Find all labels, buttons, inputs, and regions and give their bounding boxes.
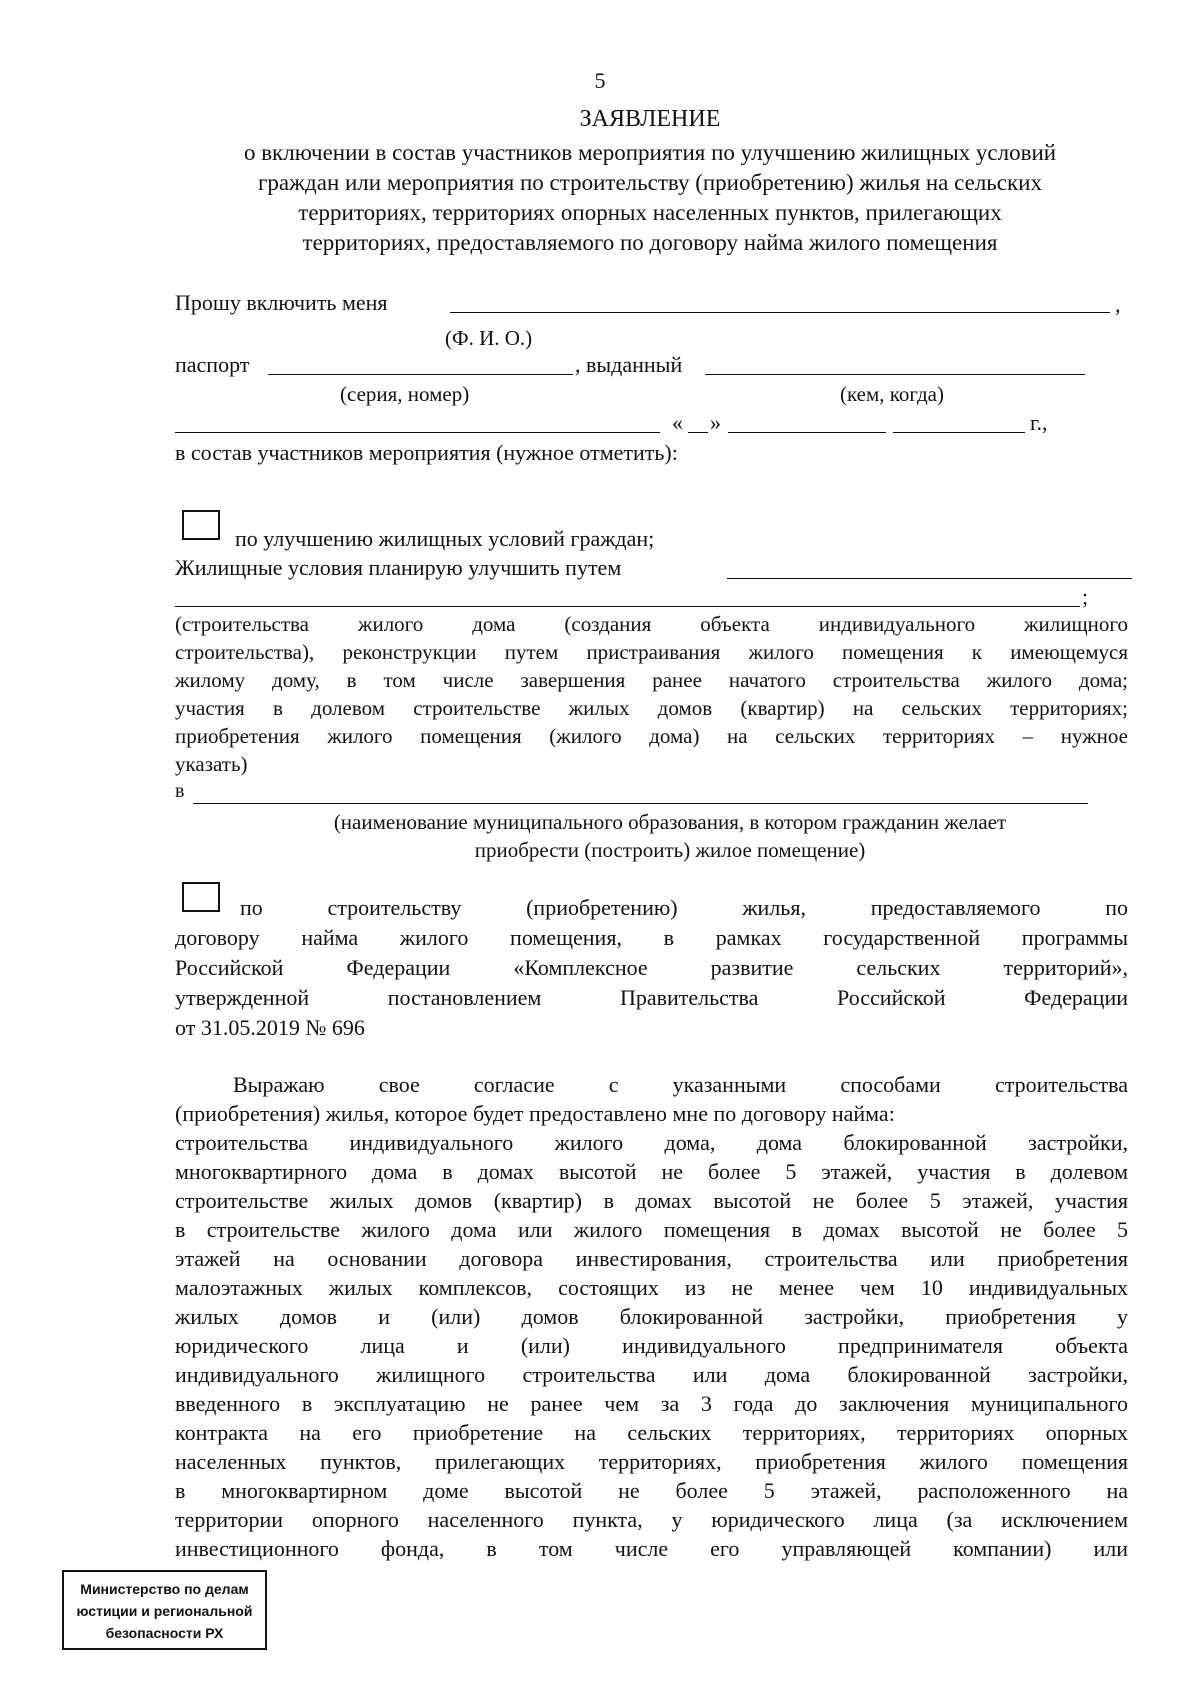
- year-suffix: г.,: [1030, 410, 1048, 435]
- consent-line: Выражаю свое согласие с указанными способами строительства: [233, 1072, 1128, 1097]
- place-hint-line: приобрести (построить) жилое помещение): [474, 838, 866, 862]
- place-hint-line: (наименование муниципального образования, в котором гражданин желает: [333, 810, 1007, 834]
- passport-number-field[interactable]: [268, 374, 573, 375]
- method-hint-line: строительства), реконструкции путем пристраивания жилого помещения к имеющемуся: [175, 640, 1128, 664]
- option1-checkbox[interactable]: [182, 510, 220, 540]
- day-field[interactable]: [688, 432, 708, 433]
- consent-line: введенного в эксплуатацию не ранее чем за 3 года до заключения муниципального: [175, 1391, 1128, 1416]
- option2-line: договору найма жилого помещения, в рамках государственной программы: [175, 925, 1128, 950]
- date-close-quote: »: [710, 410, 721, 435]
- method-hint-line: приобретения жилого помещения (жилого дома) на сельских территориях – нужное: [175, 724, 1128, 748]
- series-hint: (серия, номер): [340, 382, 470, 406]
- issuer-hint: (кем, когда): [840, 382, 944, 406]
- place-prefix: в: [175, 780, 185, 802]
- option2-line: утвержденной постановлением Правительства Российской Федерации: [175, 985, 1128, 1010]
- consent-line: многоквартирного дома в домах высотой не более 5 этажей, участия в долевом: [175, 1159, 1128, 1184]
- option2-line: по строительству (приобретению) жилья, предоставляемого по: [240, 895, 1128, 920]
- method-end: ;: [1082, 584, 1089, 609]
- consent-line: строительства индивидуального жилого дома, дома блокированной застройки,: [175, 1130, 1128, 1155]
- consent-line: территории опорного населенного пункта, у юридического лица (за исключением: [175, 1507, 1128, 1532]
- document-title: ЗАЯВЛЕНИЕ: [579, 106, 721, 132]
- consent-line: контракта на его приобретение на сельских территориях, территориях опорных: [175, 1420, 1128, 1445]
- composition-label: в состав участников мероприятия (нужное отметить):: [175, 440, 678, 465]
- month-field[interactable]: [728, 432, 886, 433]
- method-hint-line: жилому дому, в том числе завершения ранее начатого строительства жилого дома;: [175, 668, 1128, 692]
- method-field[interactable]: [727, 578, 1132, 579]
- stamp-line: безопасности РХ: [105, 1625, 224, 1641]
- option2-line: от 31.05.2019 № 696: [175, 1015, 365, 1040]
- fio-field[interactable]: [450, 312, 1110, 313]
- method-hint-line: (строительства жилого дома (создания объекта индивидуального жилищного: [175, 612, 1128, 636]
- subtitle-line: территориях, территориях опорных населенных пунктов, прилегающих: [298, 200, 1002, 225]
- issuer-continuation-field[interactable]: [175, 432, 660, 433]
- method-hint-line: указать): [175, 752, 248, 776]
- consent-line: строительстве жилых домов (квартир) в домах высотой не более 5 этажей, участия: [175, 1188, 1128, 1213]
- consent-line: жилых домов и (или) домов блокированной застройки, приобретения у: [175, 1304, 1128, 1329]
- consent-line: инвестиционного фонда, в том числе его управляющей компании) или: [175, 1536, 1128, 1561]
- consent-line: этажей на основании договора инвестирования, строительства или приобретения: [175, 1246, 1128, 1271]
- subtitle-line: территориях, предоставляемого по договору найма жилого помещения: [302, 230, 998, 255]
- subtitle-line: граждан или мероприятия по строительству (приобретению) жилья на сельских: [258, 170, 1042, 195]
- option1-label: по улучшению жилищных условий граждан;: [235, 526, 655, 551]
- consent-line: населенных пунктов, прилегающих территориях, приобретения жилого помещения: [175, 1449, 1128, 1474]
- consent-line: в многоквартирном доме высотой не более 5 этажей, расположенного на: [175, 1478, 1128, 1503]
- consent-line: юридического лица и (или) индивидуального предпринимателя объекта: [175, 1333, 1128, 1358]
- subtitle-line: о включении в состав участников мероприятия по улучшению жилищных условий: [243, 140, 1057, 165]
- consent-line: в строительстве жилого дома или жилого помещения в домах высотой не более 5: [175, 1217, 1128, 1242]
- consent-line: индивидуального жилищного строительства или дома блокированной застройки,: [175, 1362, 1128, 1387]
- option2-checkbox[interactable]: [182, 882, 220, 912]
- consent-line: малоэтажных жилых комплексов, состоящих из не менее чем 10 индивидуальных: [175, 1275, 1128, 1300]
- page-number: 5: [594, 68, 606, 93]
- request-comma: ,: [1115, 292, 1121, 317]
- passport-label: паспорт: [175, 352, 250, 377]
- ministry-stamp: [62, 1570, 267, 1650]
- date-open-quote: «: [672, 410, 683, 435]
- year-field[interactable]: [893, 432, 1025, 433]
- consent-line: (приобретения) жилья, которое будет предоставлено мне по договору найма:: [175, 1101, 895, 1126]
- issued-label: , выданный: [575, 352, 683, 377]
- fio-hint: (Ф. И. О.): [445, 326, 533, 350]
- method-label: Жилищные условия планирую улучшить путем: [175, 555, 622, 580]
- method-field-continuation[interactable]: [175, 606, 1080, 607]
- issued-by-field[interactable]: [705, 374, 1085, 375]
- municipality-field[interactable]: [193, 803, 1088, 804]
- option2-line: Российской Федерации «Комплексное развитие сельских территорий»,: [175, 955, 1128, 980]
- stamp-line: Министерство по делам: [80, 1581, 249, 1597]
- method-hint-line: участия в долевом строительстве жилых домов (квартир) на сельских территориях;: [175, 696, 1128, 720]
- stamp-line: юстиции и региональной: [76, 1603, 253, 1619]
- request-label: Прошу включить меня: [175, 290, 388, 315]
